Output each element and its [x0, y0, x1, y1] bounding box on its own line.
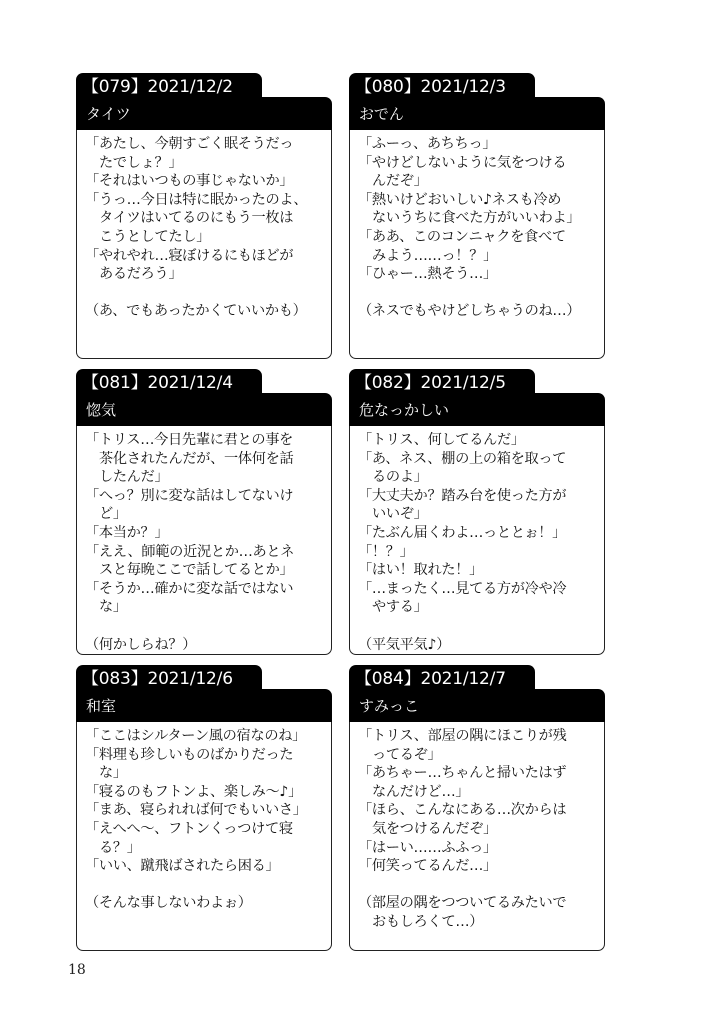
- dialogue-line: るのよ」: [372, 469, 428, 486]
- dialogue-line: （平気平気♪）: [358, 636, 451, 653]
- card-title-bar: [76, 393, 332, 427]
- dialogue-line: 「トリス、部屋の隅にほこりが残: [358, 728, 567, 744]
- dialogue-line: 「ふーっ、あちちっ」: [358, 136, 497, 152]
- card-body: [349, 722, 605, 951]
- diary-card-082: [349, 369, 605, 655]
- card-title-bar: [76, 689, 332, 723]
- dialogue-line: 「はーい……ふふっ」: [358, 839, 497, 856]
- blank-line: [358, 876, 598, 895]
- card-title: 和室: [86, 697, 117, 715]
- card-title-bar: [76, 97, 332, 131]
- card-date: 2021/12/5: [420, 373, 506, 393]
- blank-line: [85, 284, 325, 303]
- blank-line: [85, 876, 325, 895]
- dialogue-line: たでしょ？」: [99, 154, 183, 171]
- dialogue-line: 気をつけるんだぞ」: [372, 820, 497, 837]
- card-number: 【083】: [82, 669, 148, 689]
- card-title-bar: [349, 393, 605, 427]
- dialogue-line: 「へっ？別に変な話はしてないけ: [85, 487, 294, 504]
- card-body: [76, 426, 332, 655]
- dialogue-line: 「熱いけどおいしい♪ネスも冷め: [358, 191, 562, 208]
- dialogue-line: 「ええ、師範の近況とか…あとネ: [85, 543, 295, 560]
- dialogue-line: （あ、でもあったかくていいかも）: [85, 303, 307, 320]
- dialogue-line: 「ほら、こんなにある…次からは: [358, 802, 567, 819]
- dialogue-line: 「！？」: [358, 543, 414, 560]
- dialogue-line: ど」: [99, 506, 127, 523]
- dialogue-line: 「やれやれ…寝ぼけるにもほどが: [85, 247, 294, 264]
- dialogue-line: 「トリス…今日先輩に君との事を: [85, 432, 294, 448]
- dialogue-line: 「料理も珍しいものばかりだった: [85, 746, 294, 763]
- card-body: [349, 130, 605, 359]
- card-title-bar: [349, 689, 605, 723]
- dialogue-line: 「本当か？」: [85, 524, 169, 541]
- dialogue-line: 「やけどしないように気をつける: [358, 154, 567, 171]
- card-date: 2021/12/2: [147, 77, 233, 97]
- card-title-bar: [349, 97, 605, 131]
- card-title: すみっこ: [359, 697, 420, 715]
- dialogue-line: （何かしらね？）: [85, 636, 197, 653]
- dialogue-line: 「いい、蹴飛ばされたら困る」: [85, 858, 280, 875]
- blank-line: [358, 617, 598, 636]
- card-date: 2021/12/3: [420, 77, 506, 97]
- dialogue-line: 「そうか…確かに変な話ではない: [85, 580, 294, 597]
- card-number: 【080】: [355, 77, 421, 97]
- dialogue-line: 「ひゃー…熱そう…」: [358, 266, 497, 283]
- card-date: 2021/12/4: [147, 373, 233, 393]
- dialogue-line: あるだろう」: [99, 266, 183, 283]
- dialogue-line: 「まあ、寝られれば何でもいいさ」: [85, 802, 307, 819]
- card-date: 2021/12/7: [420, 669, 506, 689]
- dialogue-line: やする」: [372, 599, 428, 616]
- dialogue-line: る？」: [99, 839, 141, 856]
- dialogue-line: 「大丈夫か？踏み台を使った方が: [358, 487, 567, 504]
- dialogue-line: タイツはいてるのにもう一枚は: [99, 210, 294, 227]
- diary-card-079: [76, 73, 332, 359]
- dialogue-line: 「あちゃー…ちゃんと掃いたはず: [358, 765, 567, 782]
- page-number: 18: [68, 962, 86, 978]
- dialogue-line: 「何笑ってるんだ…」: [358, 858, 497, 875]
- dialogue-line: 「うっ…今日は特に眠かったのよ、: [85, 191, 308, 208]
- card-title: タイツ: [86, 105, 131, 123]
- dialogue-line: みよう……っ！？」: [372, 247, 497, 264]
- dialogue-line: ないうちに食べた方がいいわよ」: [372, 210, 581, 227]
- card-title: 惚気: [86, 401, 117, 419]
- card-number: 【081】: [82, 373, 148, 393]
- dialogue-line: 「たぶん届くわよ…っととぉ！」: [358, 524, 567, 541]
- diary-card-081: [76, 369, 332, 655]
- dialogue-line: したんだ」: [99, 469, 169, 486]
- diary-card-084: [349, 665, 605, 951]
- dialogue-line: 「それはいつもの事じゃないか」: [85, 173, 294, 190]
- card-date: 2021/12/6: [147, 669, 233, 689]
- dialogue-line: ってるぞ」: [372, 746, 442, 763]
- dialogue-line: 「ここはシルターン風の宿なのね」: [85, 728, 306, 744]
- card-title: 危なっかしい: [359, 401, 450, 419]
- dialogue-line: 「寝るのもフトンよ、楽しみ～♪」: [85, 783, 303, 800]
- card-title: おでん: [359, 105, 404, 123]
- dialogue-line: おもしろくて…）: [372, 913, 484, 930]
- dialogue-line: 「ああ、このコンニャクを食べて: [358, 228, 566, 245]
- dialogue-line: 「トリス、何してるんだ」: [358, 432, 525, 448]
- card-number: 【082】: [355, 373, 421, 393]
- dialogue-line: （そんな事しないわよぉ）: [85, 895, 252, 912]
- diary-card-083: [76, 665, 332, 951]
- blank-line: [85, 617, 325, 636]
- card-body: [76, 722, 332, 951]
- dialogue-line: （ネスでもやけどしちゃうのね…）: [358, 303, 581, 320]
- dialogue-line: いいぞ」: [372, 506, 428, 523]
- dialogue-line: 「はい！取れた！」: [358, 562, 483, 579]
- card-body: [76, 130, 332, 359]
- dialogue-line: なんだけど…」: [372, 783, 470, 800]
- card-body: [349, 426, 605, 655]
- blank-line: [358, 284, 598, 303]
- dialogue-line: 「えへへ～、フトンくっつけて寝: [85, 820, 293, 837]
- dialogue-line: 「…まったく…見てる方が冷や冷: [358, 580, 567, 597]
- dialogue-line: スと毎晩ここで話してるとか」: [99, 562, 294, 579]
- dialogue-line: 茶化されたんだが、一体何を話: [99, 450, 294, 467]
- diary-card-080: [349, 73, 605, 359]
- dialogue-line: な」: [99, 765, 127, 782]
- dialogue-line: 「あたし、今朝すごく眠そうだっ: [85, 136, 294, 152]
- dialogue-line: んだぞ」: [372, 173, 428, 190]
- dialogue-line: （部屋の隅をつついてるみたいで: [358, 895, 567, 912]
- card-number: 【079】: [82, 77, 148, 97]
- dialogue-line: こうとしてたし」: [99, 228, 211, 245]
- card-number: 【084】: [355, 669, 421, 689]
- dialogue-line: 「あ、ネス、棚の上の箱を取って: [358, 450, 567, 467]
- dialogue-line: な」: [99, 599, 127, 616]
